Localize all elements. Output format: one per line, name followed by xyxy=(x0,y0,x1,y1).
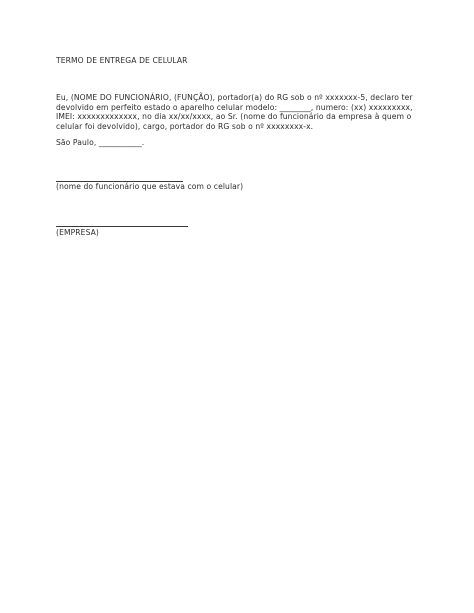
company-signature-label: (EMPRESA) xyxy=(56,228,99,237)
company-signature-line xyxy=(56,226,188,227)
city-date-line: São Paulo, ___________. xyxy=(56,138,145,147)
employee-signature-label: (nome do funcionário que estava com o celular) xyxy=(56,182,244,191)
document-title: TERMO DE ENTREGA DE CELULAR xyxy=(56,56,188,65)
declaration-paragraph: Eu, (NOME DO FUNCIONÁRIO, (FUNÇÃO), portador(a) do RG sob o nº xxxxxxx-5, declaro ter devolvido em perfeito estado o aparelho celular modelo: ________, numero: (xx) xxxxxxxxx, IMEI: xxxxxxxxxxxxx, no dia xx/xx/xxxx, ao Sr. (nome do funcionário da empresa à quem o celular foi devolvido), cargo, portador do RG sob o nº xxxxxxxx-x. xyxy=(56,93,413,131)
